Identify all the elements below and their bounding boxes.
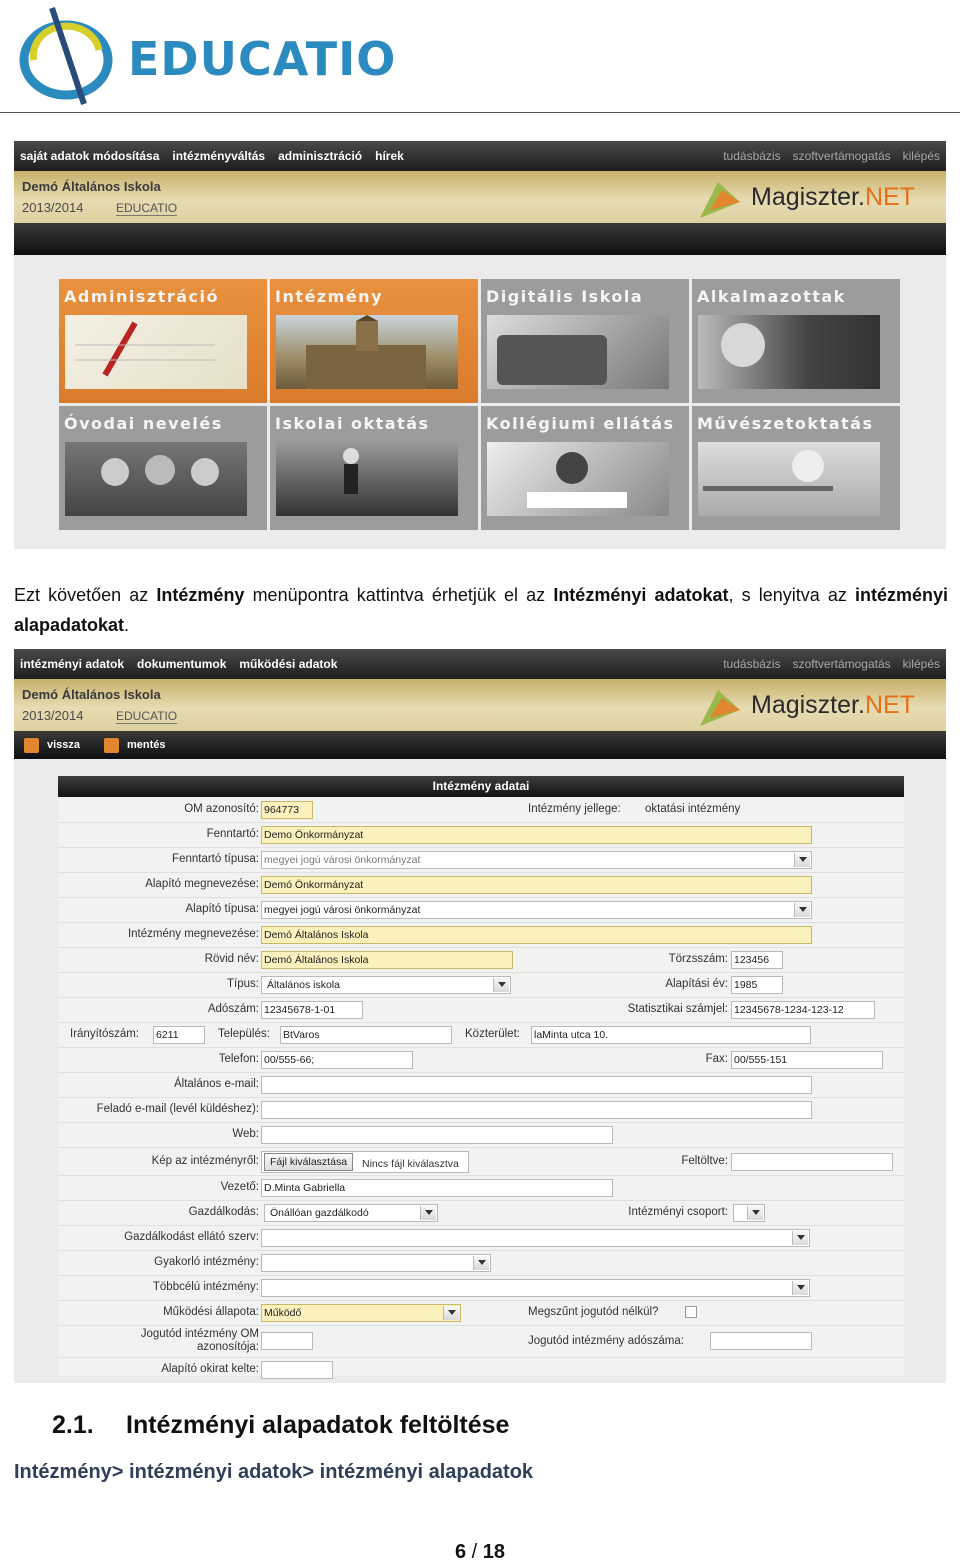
chevron-down-icon[interactable] xyxy=(443,1306,459,1320)
panel-title: Intézmény adatai xyxy=(58,776,904,797)
tile-employees[interactable] xyxy=(692,279,900,403)
form-row xyxy=(58,1358,904,1383)
gazd-szerv-label: Gazdálkodást ellátó szerv: xyxy=(124,1231,259,1243)
email-field[interactable] xyxy=(261,1076,812,1094)
form-row xyxy=(58,923,904,948)
school-name: Demó Általános Iskola xyxy=(22,687,161,702)
torzsszam-label: Törzsszám: xyxy=(668,953,728,965)
school-header xyxy=(14,171,946,223)
page-current: 6 xyxy=(454,1541,467,1563)
breadcrumb: Intézmény> intézményi adatok> intézményi alapadatok xyxy=(14,1461,534,1483)
form-row xyxy=(58,848,904,873)
alapito-tipus-select[interactable]: megyei jogú városi önkormányzat xyxy=(261,901,812,919)
brand-main: Magiszter. xyxy=(751,183,865,211)
form-row xyxy=(58,1098,904,1123)
gyakorlo-label: Gyakorló intézmény: xyxy=(154,1256,259,1268)
school-name: Demó Általános Iskola xyxy=(22,179,161,194)
form-row xyxy=(58,1226,904,1251)
fax-label: Fax: xyxy=(705,1053,728,1065)
tile-digital-school[interactable] xyxy=(481,279,689,403)
tile-administration[interactable] xyxy=(59,279,267,403)
form-row xyxy=(58,1073,904,1098)
form-row xyxy=(58,1276,904,1301)
save-button[interactable] xyxy=(104,738,166,752)
section-heading xyxy=(52,1411,509,1440)
page-number xyxy=(0,1541,960,1564)
feltoltve-field[interactable] xyxy=(731,1153,893,1171)
tile-label: Kollégiumi ellátás xyxy=(486,414,675,433)
alapito-megnev-field[interactable]: Demó Önkormányzat xyxy=(261,876,812,894)
magiszter-logo xyxy=(696,688,936,728)
form-row xyxy=(58,823,904,848)
form-row xyxy=(58,798,904,823)
magiszter-logo xyxy=(696,180,936,220)
iranyitoszam-label: Irányítószám: xyxy=(70,1028,140,1040)
megszunt-label: Megszűnt jogutód nélkül? xyxy=(528,1306,659,1318)
alapito-tipus-label: Alapító típusa: xyxy=(185,903,259,915)
teacher-photo-icon xyxy=(698,315,880,389)
intezmeny-megnev-field[interactable]: Demó Általános Iskola xyxy=(261,926,812,944)
tile-label: Óvodai nevelés xyxy=(64,414,223,433)
alapito-megnev-label: Alapító megnevezése: xyxy=(145,878,259,890)
jelleg-value: oktatási intézmény xyxy=(645,803,741,815)
school-year: 2013/2014 xyxy=(22,200,84,215)
top-nav-bar xyxy=(14,649,946,679)
gazdalkodas-select[interactable]: Önállóan gazdálkodó xyxy=(264,1204,438,1222)
chevron-down-icon[interactable] xyxy=(792,1231,808,1245)
module-tiles xyxy=(59,279,904,531)
jogutod-om-label: Jogutód intézmény OM azonosítója: xyxy=(140,1328,259,1353)
form-row xyxy=(58,1176,904,1201)
felado-email-field[interactable] xyxy=(261,1101,812,1119)
allapot-label: Működési állapota: xyxy=(163,1306,259,1318)
tile-dormitory[interactable] xyxy=(481,406,689,530)
tile-label: Digitális Iskola xyxy=(486,287,644,306)
form-row xyxy=(58,973,904,998)
jelleg-label: Intézmény jellege: xyxy=(528,803,621,815)
om-label: OM azonosító: xyxy=(184,803,259,815)
back-icon xyxy=(24,738,39,753)
chevron-down-icon[interactable] xyxy=(420,1206,436,1220)
nav-logout[interactable]: kilépés xyxy=(902,149,940,163)
form-row xyxy=(58,1251,904,1276)
magiszter-triangle-icon xyxy=(696,180,746,220)
no-file-text: Nincs fájl kiválasztva xyxy=(362,1158,459,1170)
tile-label: Alkalmazottak xyxy=(697,287,846,306)
megszunt-checkbox[interactable] xyxy=(685,1306,697,1318)
csoport-label: Intézményi csoport: xyxy=(628,1206,728,1218)
building-photo-icon xyxy=(276,315,458,389)
stat-szamjel-label: Statisztikai számjel: xyxy=(627,1003,728,1015)
alapitasi-ev-field[interactable]: 1985 xyxy=(731,976,783,994)
header-rule xyxy=(0,112,960,113)
brand-accent: NET xyxy=(864,183,915,211)
form-row xyxy=(58,1023,904,1048)
classroom-photo-icon xyxy=(276,442,458,516)
vezeto-label: Vezető: xyxy=(220,1181,259,1193)
screenshot-main-menu xyxy=(14,141,946,549)
tile-institution[interactable] xyxy=(270,279,478,403)
jogutod-om-field[interactable] xyxy=(261,1332,313,1350)
children-photo-icon xyxy=(65,442,247,516)
kozterulet-field[interactable]: laMinta utca 10. xyxy=(531,1026,811,1044)
school-header xyxy=(14,679,946,731)
nav-administration[interactable]: adminisztráció xyxy=(278,149,363,163)
document-pen-icon xyxy=(65,315,247,389)
student-reading-photo-icon xyxy=(487,442,669,516)
section-title: Intézményi alapadatok feltöltése xyxy=(126,1411,510,1439)
form-row xyxy=(58,1048,904,1073)
tile-label: Adminisztráció xyxy=(64,287,219,306)
page-total: 18 xyxy=(482,1541,506,1563)
form-row xyxy=(58,873,904,898)
nav-knowledge-base[interactable]: tudásbázis xyxy=(723,657,781,671)
web-label: Web: xyxy=(232,1128,259,1140)
om-field[interactable]: 964773 xyxy=(261,801,313,819)
educatio-emblem-icon xyxy=(14,4,124,108)
chevron-down-icon[interactable] xyxy=(794,853,810,867)
toolbar-empty xyxy=(14,223,946,255)
kozterulet-label: Közterület: xyxy=(465,1028,520,1040)
nav-knowledge-base[interactable]: tudásbázis xyxy=(723,149,781,163)
fax-field[interactable]: 00/555-151 xyxy=(731,1051,883,1069)
keyboard-photo-icon xyxy=(487,315,669,389)
form-row xyxy=(58,1326,904,1358)
web-field[interactable] xyxy=(261,1126,613,1144)
telepules-label: Település: xyxy=(218,1028,270,1040)
nav-news[interactable]: hírek xyxy=(375,149,404,163)
jogutod-ado-field[interactable] xyxy=(710,1332,812,1350)
nav-support[interactable]: szoftvertámogatás xyxy=(792,657,891,671)
form-row xyxy=(58,948,904,973)
page-sep: / xyxy=(466,1541,483,1563)
chevron-down-icon[interactable] xyxy=(493,978,509,992)
brand-accent: NET xyxy=(864,691,915,719)
top-nav-bar xyxy=(14,141,946,171)
nav-switch-institution[interactable]: intézményváltás xyxy=(172,149,266,163)
csoport-select[interactable] xyxy=(733,1204,765,1222)
nav-operation-data[interactable]: működési adatok xyxy=(239,657,338,671)
form-row xyxy=(58,1301,904,1326)
kep-label: Kép az intézményről: xyxy=(151,1155,259,1167)
form-row xyxy=(58,898,904,923)
school-year: 2013/2014 xyxy=(22,708,84,723)
brand-main: Magiszter. xyxy=(751,691,865,719)
allapot-select[interactable]: Működő xyxy=(261,1304,461,1322)
tile-label: Intézmény xyxy=(275,287,383,306)
adoszam-label: Adószám: xyxy=(207,1003,259,1015)
form-row xyxy=(58,1123,904,1148)
org-name: EDUCATIO xyxy=(116,709,178,723)
chevron-down-icon[interactable] xyxy=(792,1281,808,1295)
intro-paragraph: Ezt követően az Intézmény menüpontra kattintva érhetjük el az Intézményi adatokat, s lenyitva az intézményi alapadatokat. xyxy=(14,585,949,635)
chevron-down-icon[interactable] xyxy=(747,1206,763,1220)
gyakorlo-select[interactable] xyxy=(261,1254,491,1272)
chevron-down-icon[interactable] xyxy=(473,1256,489,1270)
email-label: Általános e-mail: xyxy=(173,1078,259,1090)
educatio-wordmark: EDUCATIO xyxy=(128,32,397,86)
tobbcelu-select[interactable] xyxy=(261,1279,810,1297)
form-row xyxy=(58,1201,904,1226)
felado-email-label: Feladó e-mail (levél küldéshez): xyxy=(96,1103,259,1115)
fenntarto-tipus-label: Fenntartó típusa: xyxy=(172,853,259,865)
nav-support[interactable]: szoftvertámogatás xyxy=(792,149,891,163)
save-label: mentés xyxy=(127,739,166,751)
back-button[interactable] xyxy=(24,738,80,752)
telefon-field[interactable]: 00/555-66; xyxy=(261,1051,413,1069)
fenntarto-tipus-select[interactable]: megyei jogú városi önkormányzat xyxy=(261,851,812,869)
tobbcelu-label: Többcélú intézmény: xyxy=(152,1281,259,1293)
stat-szamjel-field[interactable]: 12345678-1234-123-12 xyxy=(731,1001,875,1019)
gazdalkodas-label: Gazdálkodás: xyxy=(188,1206,259,1218)
fenntarto-label: Fenntartó: xyxy=(206,828,259,840)
magiszter-triangle-icon xyxy=(696,688,746,728)
okirat-label: Alapító okirat kelte: xyxy=(161,1363,259,1375)
vezeto-field[interactable]: D.Minta Gabriella xyxy=(261,1179,613,1197)
okirat-field[interactable] xyxy=(261,1361,333,1379)
tipus-label: Típus: xyxy=(227,978,259,990)
rovid-nev-label: Rövid név: xyxy=(204,953,259,965)
flute-girl-photo-icon xyxy=(698,442,880,516)
jogutod-ado-label: Jogutód intézmény adószáma: xyxy=(528,1335,684,1347)
nav-own-data[interactable]: saját adatok módosítása xyxy=(20,149,160,163)
telepules-field[interactable]: BtVaros xyxy=(280,1026,452,1044)
nav-logout[interactable]: kilépés xyxy=(902,657,940,671)
alapitasi-ev-label: Alapítási év: xyxy=(665,978,728,990)
form-row xyxy=(58,1148,904,1176)
institution-data-panel xyxy=(58,776,904,1376)
tile-label: Művészetoktatás xyxy=(697,414,874,433)
adoszam-field[interactable]: 12345678-1-01 xyxy=(261,1001,363,1019)
file-picker xyxy=(261,1151,469,1173)
nav-documents[interactable]: dokumentumok xyxy=(137,657,227,671)
choose-file-button[interactable]: Fájl kiválasztása xyxy=(264,1153,353,1171)
form-row xyxy=(58,998,904,1023)
org-name: EDUCATIO xyxy=(116,201,178,215)
rovid-nev-field[interactable]: Demó Általános Iskola xyxy=(261,951,513,969)
chevron-down-icon[interactable] xyxy=(794,903,810,917)
intezmeny-megnev-label: Intézmény megnevezése: xyxy=(127,928,259,940)
gazd-szerv-select[interactable] xyxy=(261,1229,810,1247)
action-toolbar xyxy=(14,731,946,759)
tile-kindergarten[interactable] xyxy=(59,406,267,530)
section-number: 2.1. xyxy=(52,1411,94,1439)
torzsszam-field[interactable]: 123456 xyxy=(731,951,783,969)
nav-institution-data[interactable]: intézményi adatok xyxy=(20,657,125,671)
tile-school-education[interactable] xyxy=(270,406,478,530)
tipus-select[interactable]: Általános iskola xyxy=(261,976,511,994)
tile-label: Iskolai oktatás xyxy=(275,414,430,433)
iranyitoszam-field[interactable]: 6211 xyxy=(153,1026,205,1044)
tile-art-education[interactable] xyxy=(692,406,900,530)
fenntarto-field[interactable]: Demo Önkormányzat xyxy=(261,826,812,844)
feltoltve-label: Feltöltve: xyxy=(681,1155,728,1167)
educatio-logo xyxy=(14,4,434,108)
save-icon xyxy=(104,738,119,753)
telefon-label: Telefon: xyxy=(218,1053,259,1065)
screenshot-institution-data xyxy=(14,649,946,1383)
back-label: vissza xyxy=(47,739,81,751)
